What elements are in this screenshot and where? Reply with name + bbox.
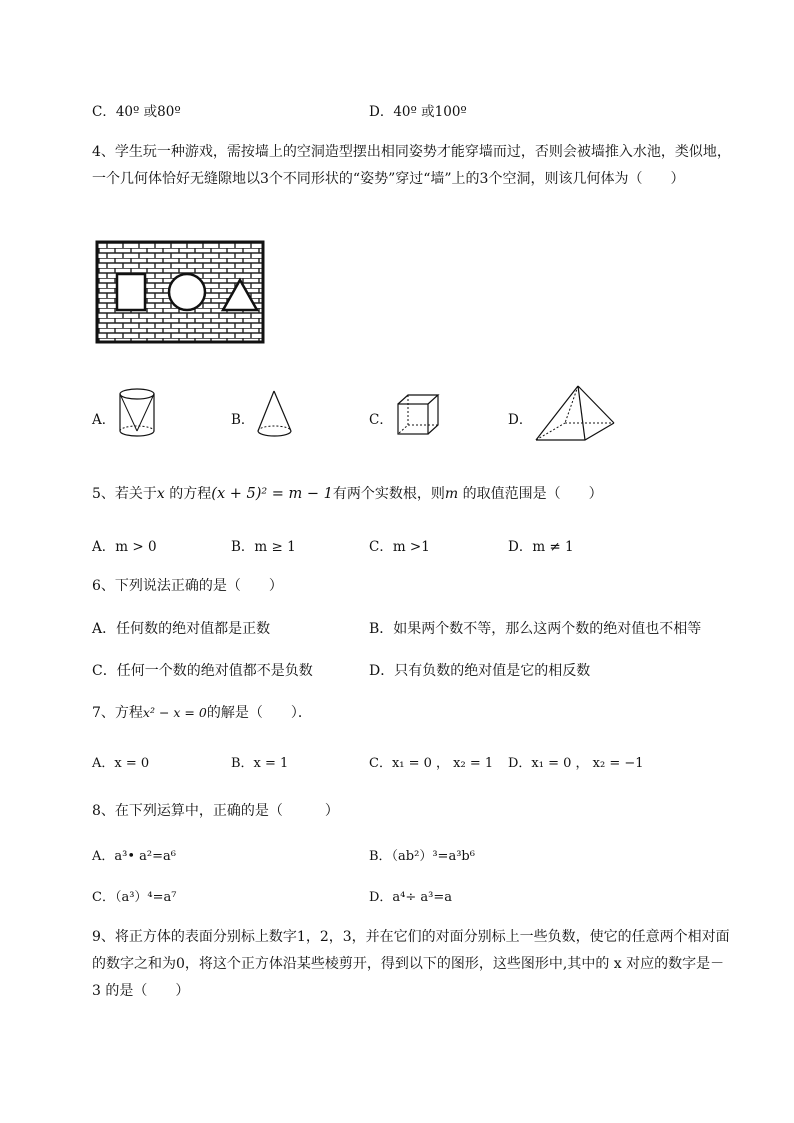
cube-figure — [395, 392, 441, 438]
q5-stem-b: 的方程 — [164, 486, 212, 502]
brick-wall-figure — [95, 238, 267, 346]
q6-option-a: A．任何数的绝对值都是正数 — [92, 621, 271, 637]
pyramid-figure — [534, 383, 616, 443]
q9-stem: 9、将正方体的表面分别标上数字1，2，3，并在它们的对面分别标上一些负数，使它的任意两个相对面的数字之和为0，将这个正方体沿某些棱剪开，得到以下的图形，这些图形中,其中的 x 对应的数字是－3 的是（ ） — [92, 929, 730, 999]
q7-stem-b: 的解是（ ）． — [206, 705, 312, 721]
q3-option-d: D．40º 或100º — [369, 104, 467, 120]
q4-option-b: B． — [231, 412, 255, 428]
q7-option-a: A．x = 0 — [92, 756, 150, 771]
q7-equation: x² − x = 0 — [142, 705, 207, 720]
q6-option-d: D．只有负数的绝对值是它的相反数 — [369, 663, 591, 679]
q5-option-a: A．m > 0 — [92, 539, 157, 555]
q6-stem: 6、下列说法正确的是（ ） — [92, 578, 283, 594]
cone-figure — [254, 389, 296, 441]
q5-stem-a: 5、若关于 — [92, 486, 157, 502]
q7-stem — [92, 702, 312, 722]
cylinder-figure — [114, 387, 160, 439]
q5-option-c: C．m >1 — [369, 539, 430, 555]
q7-option-c: C．x₁ = 0 ， x₂ = 1 — [369, 756, 494, 771]
q6-option-c: C．任何一个数的绝对值都不是负数 — [92, 663, 313, 679]
q7-option-d: D．x₁ = 0 ， x₂ = −1 — [508, 756, 644, 771]
q4-option-d: D． — [508, 412, 533, 428]
q5-stem — [92, 483, 603, 503]
q5-option-b: B．m ≥ 1 — [231, 539, 296, 555]
q5-var-x: x — [156, 486, 165, 502]
q5-var-m: m — [444, 486, 459, 502]
q5-stem-c: 有两个实数根，则 — [332, 486, 445, 502]
q8-option-a: A．a³• a²=a⁶ — [92, 849, 176, 864]
q7-stem-a: 7、方程 — [92, 705, 143, 721]
q8-stem: 8、在下列运算中，正确的是（ ） — [92, 803, 339, 819]
q6-option-b: B．如果两个数不等，那么这两个数的绝对值也不相等 — [369, 621, 702, 637]
q3-option-c: C．40º 或80º — [92, 104, 181, 120]
q8-option-d: D．a⁴÷ a³=a — [369, 890, 453, 905]
q4-stem: 4、学生玩一种游戏，需按墙上的空洞造型摆出相同姿势才能穿墙而过，否则会被墙推入水池，类似地，一个几何体恰好无缝隙地以3个不同形状的“姿势”穿过“墙”上的3个空洞，则该几何体为（ ） — [92, 144, 731, 187]
q5-option-d: D．m ≠ 1 — [508, 539, 574, 555]
q8-option-c: C．（a³）⁴=a⁷ — [92, 890, 177, 905]
q8-option-b: B．（ab²）³=a³b⁶ — [369, 849, 475, 864]
q4-option-a: A． — [92, 412, 116, 428]
q5-stem-d: 的取值范围是（ ） — [458, 486, 603, 502]
q7-option-b: B．x = 1 — [231, 756, 289, 771]
q5-equation: (x + 5)² = m − 1 — [211, 486, 333, 502]
q4-option-c: C． — [369, 412, 393, 428]
